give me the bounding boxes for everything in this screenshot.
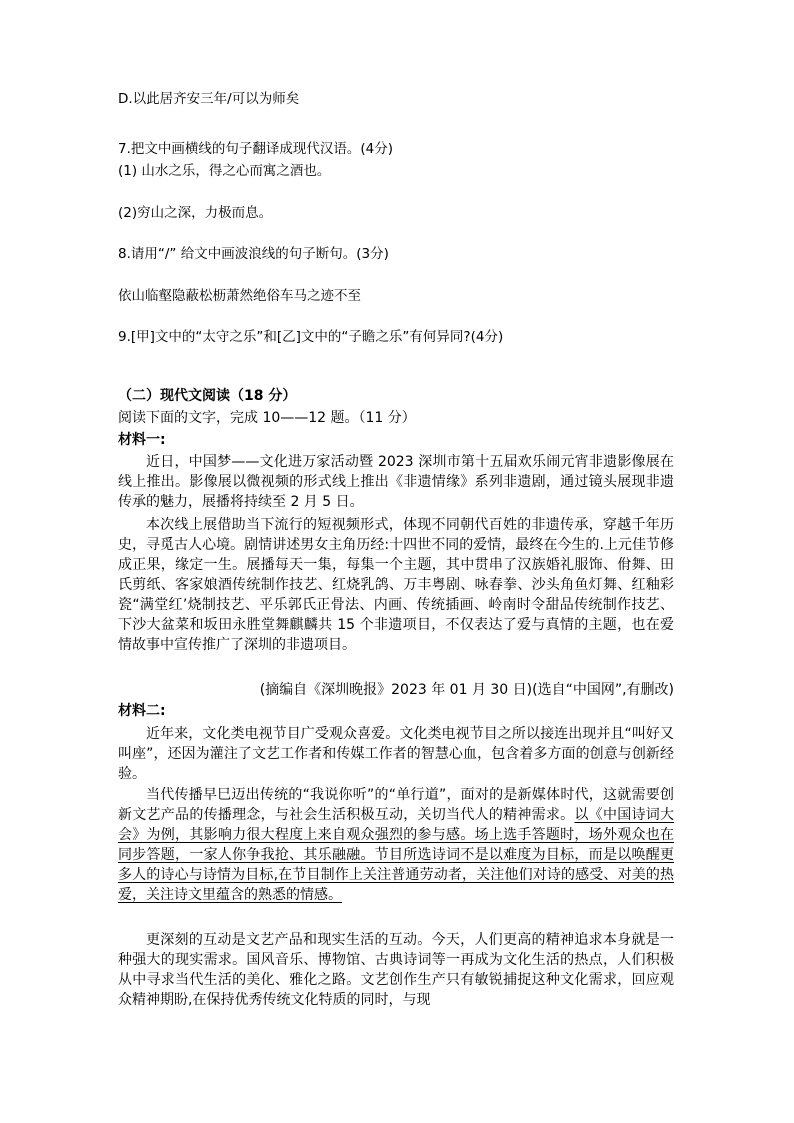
- material-1-paragraph-1: 近日，中国梦——文化进万家活动暨 2023 深圳市第十五届欢乐闹元宵非遗影像展在线上推出。影像展以微视频的形式线上推出《非遗情缘》系列非遗剧，通过镜头展现非遗传承的魅力，展播将持续至 2 月 5 日。: [118, 454, 674, 510]
- material-2-label: 材料二:: [118, 703, 166, 719]
- question-7-item-2: (2)穷山之深，力极而息。: [118, 205, 273, 221]
- question-7-prompt: 7.把文中画横线的句子翻译成现代汉语。(4分): [118, 141, 394, 157]
- question-8-sentence: 依山临壑隐蔽松枥萧然绝俗车马之迹不至: [118, 288, 361, 304]
- material-2-paragraph-2: [118, 785, 674, 905]
- material-1-source: (摘编自《深圳晚报》2023 年 01 月 30 日)(选自“中国网”,有删改): [259, 682, 674, 698]
- material-2-paragraph-2-plain: 当代传播早巳迈出传统的“我说你听”的“单行道”，面对的是新媒体时代，这就需要创新文艺产品的传播理念，与社会生活积极互动，关切当代人的精神需求。: [118, 787, 674, 823]
- material-2-paragraph-3: 更深刻的互动是文艺产品和现实生活的互动。今天，人们更高的精神追求本身就是一种强大的现实需求。国风音乐、博物馆、古典诗词等一再成为文化生活的热点，人们积极从中寻求当代生活的美化、雅化之路。文艺创作生产只有敏锐捕捉这种文化需求，回应观众精神期盼,在保持优秀传统文化特质的同时，与现: [118, 932, 674, 1008]
- section-instruction: 阅读下面的文字，完成 10——12 题。（11 分）: [118, 410, 416, 426]
- section-heading: （二）现代文阅读（18 分）: [118, 388, 297, 404]
- material-1-label: 材料一:: [118, 432, 166, 448]
- material-2-underlined-passage: 以《中国诗词大会》为例，其影响力很大程度上来自观众强烈的参与感。场上选手答题时，场外观众也在同步答题，一家人你争我抢、其乐融融。节目所选诗词不是以难度为目标，而是以唤醒更多人的诗心与诗情为目标,在节目制作上关注普通劳动者，关注他们对诗的感受、对美的热爱，关注诗文里蕴含的熟悉的情感。: [118, 807, 675, 903]
- question-6-option-d: D.以此居齐安三年/可以为师矣: [118, 91, 300, 107]
- question-9-prompt: 9.[甲]文中的“太守之乐”和[乙]文中的“子瞻之乐”有何异同?(4分): [118, 329, 504, 345]
- material-1-paragraph-2: 本次线上展借助当下流行的短视频形式，体现不同朝代百姓的非遗传承，穿越千年历史，寻觅古人心境。剧情讲述男女主角历经:十四世不同的爱情，最终在今生的.上元佳节修成正果，缘定一生。展播每天一集，每集一个主题，其中贯串了汉族婚礼服饰、佾舞、田氏剪纸、客家娘酒传统制作技艺、红烧乳鸽、万丰粤剧、咏春拳、沙头角鱼灯舞、红釉彩瓷“满堂红’烧制技艺、平乐郭氏正骨法、内画、传统插画、岭南时令甜品传统制作技艺、下沙大盆菜和坂田永胜堂舞麒麟共 15 个非遗项目，不仅表达了爱与真情的主题，也在爱情故事中宣传推广了深圳的非遗项目。: [118, 517, 674, 653]
- question-7-item-1: (1) 山水之乐，得之心而寓之酒也。: [118, 163, 331, 179]
- question-8-prompt: 8.请用“/” 给文中画波浪线的句子断句。(3分): [118, 246, 389, 262]
- material-2-paragraph-1: 近年来，文化类电视节目广受观众喜爱。文化类电视节目之所以接连出现并且“叫好又叫座”，还因为灌注了文艺工作者和传媒工作者的智慧心血，包含着多方面的创意与创新经验。: [118, 726, 674, 782]
